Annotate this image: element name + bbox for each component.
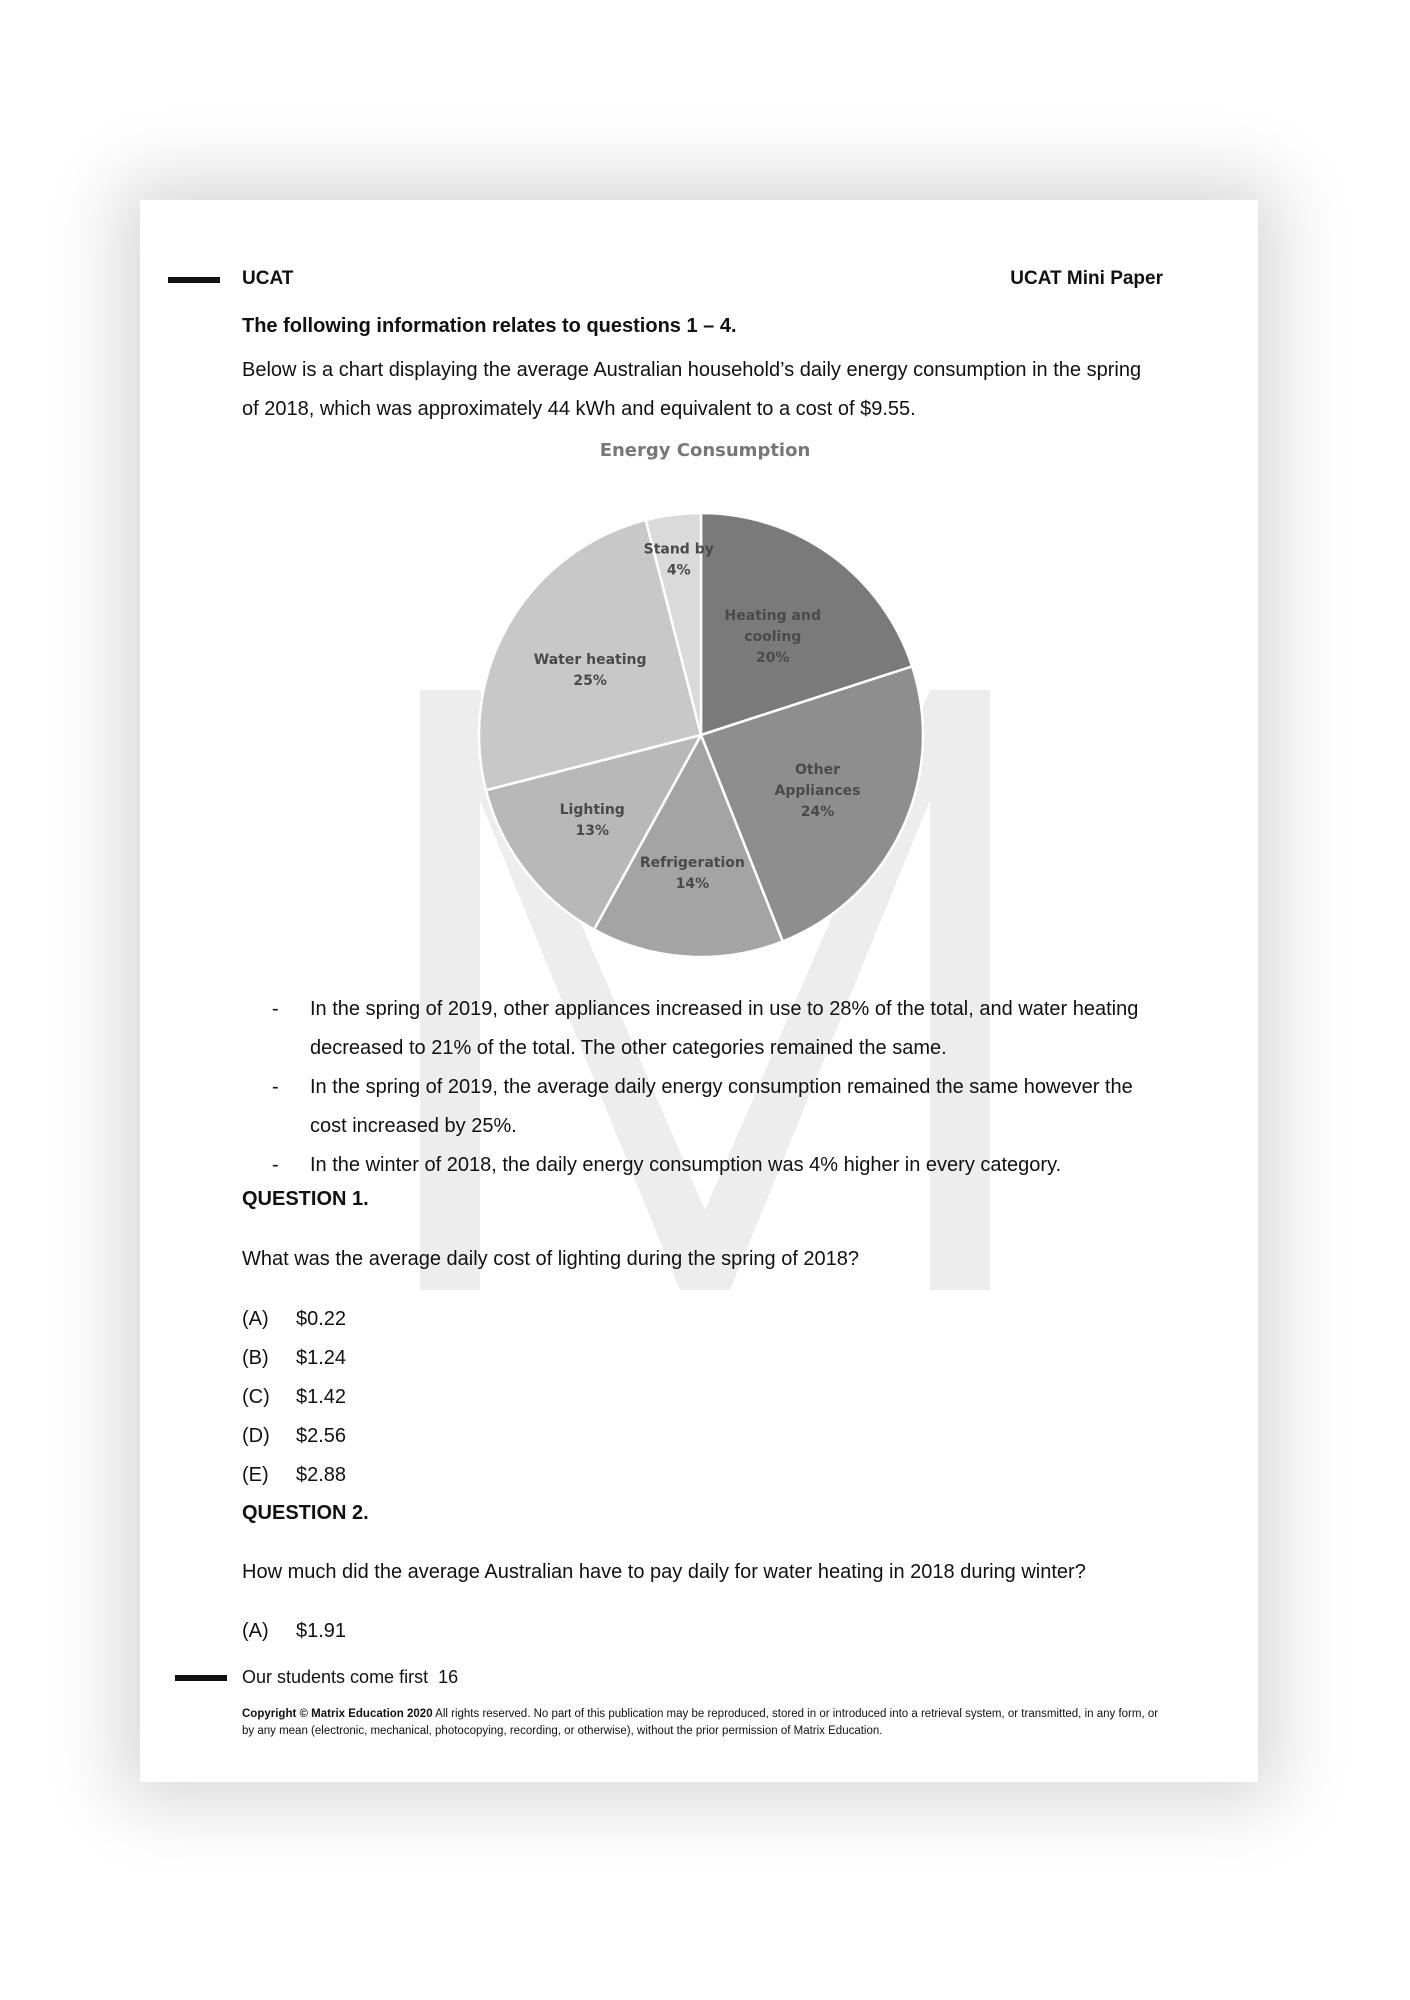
bullet-dash: - [272, 998, 279, 1020]
header-right-title: UCAT Mini Paper [1010, 268, 1163, 289]
energy-consumption-pie-chart [440, 432, 970, 962]
option-value: $1.91 [296, 1620, 347, 1642]
answer-option[interactable] [242, 1378, 346, 1417]
bullet-dash: - [272, 1076, 279, 1098]
page-number: 16 [438, 1667, 459, 1687]
option-value: $1.24 [296, 1347, 347, 1369]
answer-option[interactable] [242, 1456, 346, 1495]
question-2-options [242, 1612, 346, 1651]
question-2-title: QUESTION 2. [242, 1502, 369, 1524]
bullet-item [272, 1068, 1172, 1146]
copyright-bold: Copyright © Matrix Education 2020 [242, 1708, 433, 1720]
pie-label-heating-and-cooling: Heating and cooling 20% [724, 608, 821, 667]
answer-option[interactable] [242, 1612, 346, 1651]
answer-option[interactable] [242, 1300, 346, 1339]
pie-label-other-appliances: Other Appliances 24% [774, 761, 861, 820]
question-1-text: What was the average daily cost of lighting during the spring of 2018? [242, 1248, 860, 1270]
header-left-title: UCAT [242, 268, 294, 289]
pie-label-stand-by: Stand by 4% [643, 541, 714, 579]
option-letter: (C) [242, 1386, 270, 1408]
copyright-notice [242, 1706, 1172, 1740]
option-value: $2.56 [296, 1425, 347, 1447]
option-value: $0.22 [296, 1308, 347, 1330]
answer-option[interactable] [242, 1417, 346, 1456]
bullet-text: In the spring of 2019, the average daily energy consumption remained the same however the cost increased by 25%. [310, 1076, 1133, 1137]
answer-option[interactable] [242, 1339, 346, 1378]
intro-paragraph: Below is a chart displaying the average Australian household’s daily energy consumption in the spring of 2018, which was approximately 44 kWh and equivalent to a cost of $9.55. [242, 359, 1142, 420]
option-value: $2.88 [296, 1464, 347, 1486]
question-1-title: QUESTION 1. [242, 1188, 369, 1210]
pie-label-refrigeration: Refrigeration 14% [639, 854, 745, 892]
option-letter: (E) [242, 1464, 269, 1486]
bullet-item [272, 990, 1172, 1068]
footer-tagline-text: Our students come first [242, 1667, 429, 1687]
header-rule [168, 277, 220, 283]
copyright-text: All rights reserved. No part of this publication may be reproduced, stored in or introduced into a retrieval system, or transmitted, in any form, or by any mean (electronic, mechanical, photocopying, recording, or otherwise), without the prior permission of Matrix Education. [242, 1708, 1159, 1737]
intro-heading: The following information relates to questions 1 – 4. [242, 315, 737, 337]
bullet-text: In the spring of 2019, other appliances increased in use to 28% of the total, and water heating decreased to 21% of the total. The other categories remained the same. [310, 998, 1139, 1059]
option-letter: (B) [242, 1347, 269, 1369]
pie-label-water-heating: Water heating 25% [533, 651, 647, 689]
bullet-item [272, 1146, 1172, 1185]
bullet-dash: - [272, 1154, 279, 1176]
option-value: $1.42 [296, 1386, 347, 1408]
option-letter: (A) [242, 1620, 269, 1642]
option-letter: (A) [242, 1308, 269, 1330]
question-2-text: How much did the average Australian have to pay daily for water heating in 2018 during winter? [242, 1561, 1086, 1583]
bullet-text: In the winter of 2018, the daily energy consumption was 4% higher in every category. [310, 1154, 1062, 1176]
question-1-options [242, 1300, 346, 1495]
bullet-list [272, 990, 1172, 1185]
chart-title: Energy Consumption [599, 440, 811, 461]
footer-rule [175, 1675, 227, 1681]
option-letter: (D) [242, 1425, 270, 1447]
pie-label-lighting: Lighting 13% [559, 801, 625, 839]
footer-tagline [242, 1667, 458, 1688]
